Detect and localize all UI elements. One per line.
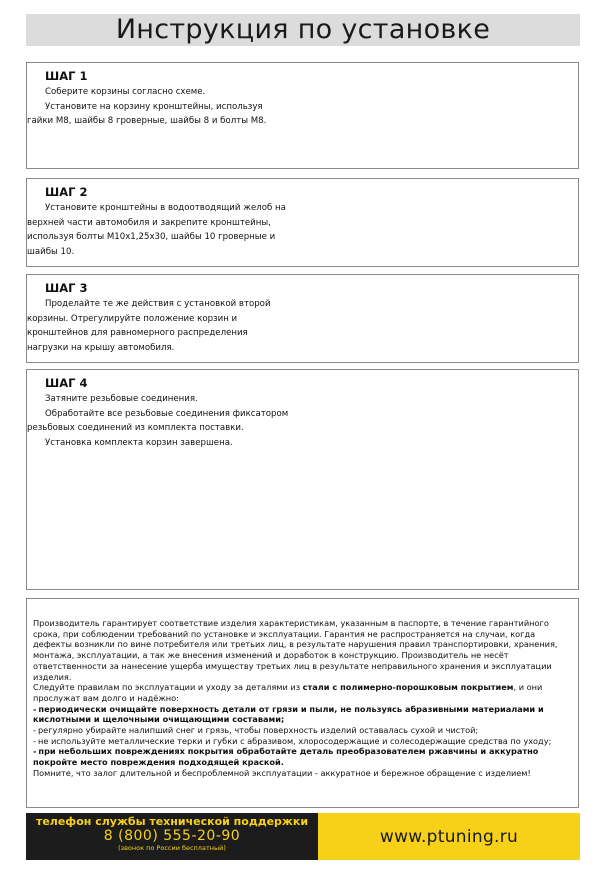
step-text bbox=[27, 297, 289, 355]
rule-text: при небольших повреждениях покрытия обработайте деталь преобразователем ржавчины и аккуратно покройте место повреждения подходящей краской. bbox=[33, 746, 539, 768]
step-title: ШАГ 3 bbox=[45, 281, 88, 295]
care-rule bbox=[33, 736, 572, 747]
rule-text: не используйте металлические терки и губки с абразивом, хлоросодержащие и солесодержащие средства по уходу; bbox=[37, 735, 552, 746]
step-2-box bbox=[26, 178, 579, 267]
care-intro-bold: стали с полимерно-порошковым покрытием bbox=[302, 682, 514, 693]
step-3-box bbox=[26, 274, 579, 363]
step-paragraph: Установите на корзину кронштейны, используя гайки М8, шайбы 8 гроверные, шайбы 8 и болты М8. bbox=[27, 101, 267, 127]
step-paragraph: Установите кронштейны в водоотводящий желоб на верхней части автомобиля и закрепите кронштейны, используя болты М10х1,25х30, шайбы 10 гроверные и шайбы 10. bbox=[27, 203, 286, 257]
care-rule bbox=[33, 725, 572, 736]
step-text bbox=[27, 85, 289, 129]
rule-text: периодически очищайте поверхность детали от грязи и пыли, не пользуясь абразивными материалами и кислотными и щелочными очищающими составами; bbox=[33, 703, 544, 725]
step-paragraph: Установка комплекта корзин завершена. bbox=[45, 437, 233, 448]
rule-marker: - bbox=[33, 725, 36, 736]
care-intro bbox=[33, 682, 572, 703]
support-label: телефон службы технической поддержки bbox=[35, 815, 309, 828]
step-text bbox=[27, 201, 289, 259]
care-intro-end: , и они прослужат вам долго и надёжно: bbox=[33, 682, 543, 703]
step-paragraph: Затяните резьбовые соединения. bbox=[45, 394, 198, 404]
phone-note: (звонок по России бесплатный) bbox=[118, 844, 226, 852]
website-panel bbox=[318, 813, 580, 860]
page-title: Инструкция по установке bbox=[115, 14, 491, 45]
rule-marker: - bbox=[33, 746, 37, 757]
care-rule bbox=[33, 704, 572, 725]
step-paragraph: Проделайте те же действия с установкой второй корзины. Отрегулируйте положение корзин и кронштейнов для равномерного распределения нагрузки на крышу автомобиля. bbox=[27, 299, 271, 353]
care-rule bbox=[33, 746, 572, 767]
step-text bbox=[27, 392, 289, 450]
care-rules-list bbox=[33, 704, 572, 768]
title-bar bbox=[26, 14, 580, 46]
rule-marker: - bbox=[33, 735, 36, 746]
footer-banner bbox=[26, 813, 580, 860]
care-intro-start: Следуйте правилам по эксплуатации и уходу за деталями из bbox=[33, 682, 301, 693]
step-title: ШАГ 2 bbox=[45, 185, 88, 199]
step-title: ШАГ 1 bbox=[45, 69, 88, 83]
warranty-intro: Производитель гарантирует соответствие изделия характеристикам, указанным в паспорте, в течение гарантийного срока, при соблюдении требований по установке и эксплуатации. Гарантия не распространяется на случаи, когда дефекты возникли по вине потребителя или третьих лиц, в результате нарушения правил транспортировки, хранения, монтажа, эксплуатации, а так же внесения изменений и доработок в конструкцию. Производитель не несёт ответственности за нанесение ущерба имуществу третьих лиц в результате неправильного хранения и эксплуатации изделия. bbox=[33, 618, 558, 682]
warranty-box bbox=[26, 598, 579, 808]
rule-text: регулярно убирайте налипший снег и грязь, чтобы поверхность изделий оставалась сухой и чистой; bbox=[37, 725, 479, 736]
support-panel bbox=[26, 813, 318, 860]
step-paragraph: Соберите корзины согласно схеме. bbox=[45, 87, 206, 97]
warranty-closing: Помните, что залог длительной и беспроблемной эксплуатации - аккуратное и бережное обращение с изделием! bbox=[33, 767, 531, 778]
step-1-box bbox=[26, 62, 579, 169]
support-phone[interactable]: 8 (800) 555-20-90 bbox=[103, 828, 241, 844]
step-paragraph: Обработайте все резьбовые соединения фиксатором резьбовых соединений из комплекта поставки. bbox=[27, 408, 289, 434]
rule-marker: - bbox=[33, 703, 37, 714]
step-title: ШАГ 4 bbox=[45, 376, 88, 390]
website-link[interactable]: www.ptuning.ru bbox=[379, 826, 519, 847]
step-4-box bbox=[26, 369, 579, 590]
